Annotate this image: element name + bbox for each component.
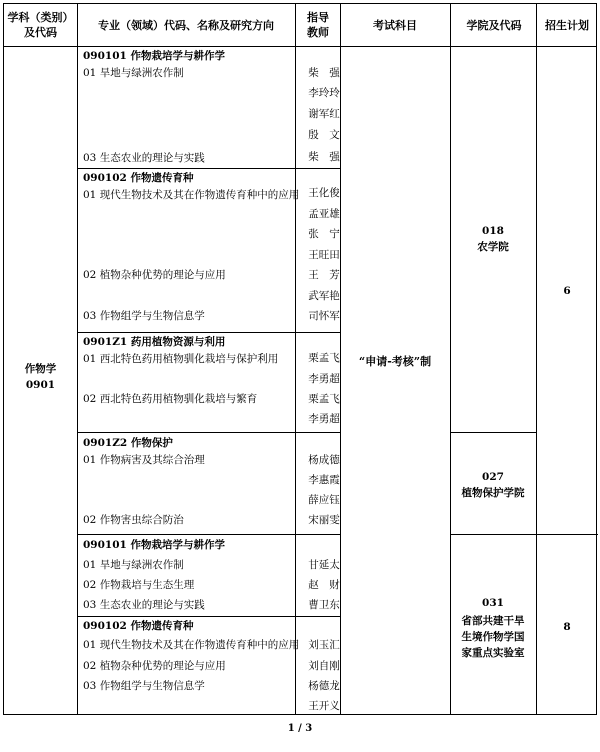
- advisor-name: 李玲玲: [308, 87, 340, 99]
- row-divider: [77, 168, 340, 169]
- advisor-name: 栗孟飞: [308, 393, 340, 405]
- college-name-line: 家重点实验室: [461, 647, 525, 659]
- research-direction: 02 西北特色药用植物驯化栽培与繁育: [83, 393, 258, 405]
- research-direction: 03 作物组学与生物信息学: [83, 680, 205, 692]
- header-divider: [4, 46, 596, 47]
- advisor-name: 柴 强: [308, 67, 340, 79]
- row-divider: [77, 534, 340, 535]
- advisor-name: 孟亚雄: [308, 208, 340, 220]
- advisor-name: 刘玉汇: [308, 639, 340, 651]
- header-quota: 招生计划: [545, 18, 589, 32]
- advisor-name: 谢军红: [308, 108, 340, 120]
- header-major: 专业（领域）代码、名称及研究方向: [98, 18, 274, 32]
- col-divider: [295, 4, 296, 714]
- advisor-name: 殷 文: [308, 129, 340, 141]
- col-divider: [77, 4, 78, 714]
- advisor-name: 赵 财: [308, 579, 340, 591]
- college-name-line: 省部共建干旱: [461, 615, 525, 627]
- col-divider: [536, 4, 537, 714]
- research-direction: 02 作物害虫综合防治: [83, 514, 184, 526]
- advisor-name: 甘延太: [308, 559, 340, 571]
- quota-value: 6: [563, 285, 571, 297]
- advisor-name: 司怀军: [308, 310, 340, 322]
- research-direction: 01 作物病害及其综合治理: [83, 454, 205, 466]
- college-divider: [450, 534, 598, 535]
- exam-method: “申请-考核”制: [358, 355, 432, 368]
- enrollment-table: [3, 3, 597, 715]
- major-title: 0901Z1 药用植物资源与利用: [83, 336, 226, 348]
- header-advisor: 指导教师: [307, 11, 329, 39]
- row-divider: [77, 432, 340, 433]
- major-title: 090101 作物栽培学与耕作学: [83, 539, 225, 551]
- research-direction: 01 现代生物技术及其在作物遗传育种中的应用: [83, 189, 300, 201]
- advisor-name: 李惠霞: [308, 474, 340, 486]
- advisor-name: 杨成德: [308, 454, 340, 466]
- advisor-name: 王 芳: [308, 269, 340, 281]
- major-title: 090102 作物遗传育种: [83, 172, 194, 184]
- college-name-line: 生境作物学国: [461, 631, 525, 643]
- header-college: 学院及代码: [466, 18, 522, 32]
- college-code: 031: [482, 597, 504, 609]
- major-title: 090101 作物栽培学与耕作学: [83, 50, 225, 62]
- row-divider: [77, 616, 340, 617]
- research-direction: 01 旱地与绿洲农作制: [83, 67, 184, 79]
- discipline-code: 0901: [25, 379, 56, 391]
- research-direction: 01 旱地与绿洲农作制: [83, 559, 184, 571]
- research-direction: 02 植物杂种优势的理论与应用: [83, 660, 226, 672]
- research-direction: 03 生态农业的理论与实践: [83, 152, 205, 164]
- row-divider: [77, 332, 340, 333]
- research-direction: 03 生态农业的理论与实践: [83, 599, 205, 611]
- quota-value: 8: [563, 621, 571, 633]
- advisor-name: 王化俊: [308, 187, 340, 199]
- major-title: 090102 作物遗传育种: [83, 620, 194, 632]
- advisor-name: 李勇超: [308, 373, 340, 385]
- advisor-name: 王开义: [308, 700, 340, 712]
- advisor-name: 薛应钰: [308, 494, 340, 506]
- major-title: 0901Z2 作物保护: [83, 437, 173, 449]
- advisor-name: 柴 强: [308, 151, 340, 163]
- advisor-name: 武军艳: [308, 290, 340, 302]
- college-code: 027: [482, 471, 504, 483]
- college-name: 农学院: [477, 241, 509, 253]
- advisor-name: 王旺田: [308, 249, 340, 261]
- advisor-name: 宋丽雯: [308, 514, 340, 526]
- college-divider: [450, 432, 536, 433]
- header-exam: 考试科目: [373, 18, 417, 32]
- discipline-name: 作物学: [24, 363, 57, 375]
- research-direction: 02 作物栽培与生态生理: [83, 579, 195, 591]
- advisor-name: 刘自刚: [308, 660, 340, 672]
- header-discipline: 学科（类别）及代码: [7, 11, 74, 39]
- advisor-name: 杨德龙: [308, 680, 340, 692]
- advisor-name: 李勇超: [308, 413, 340, 425]
- advisor-name: 栗孟飞: [308, 352, 340, 364]
- college-name: 植物保护学院: [461, 487, 525, 499]
- research-direction: 01 西北特色药用植物驯化栽培与保护利用: [83, 353, 279, 365]
- advisor-name: 曹卫东: [308, 599, 340, 611]
- page-number: 1 / 3: [287, 723, 313, 734]
- research-direction: 01 现代生物技术及其在作物遗传育种中的应用: [83, 639, 300, 651]
- advisor-name: 张 宁: [308, 228, 340, 240]
- research-direction: 03 作物组学与生物信息学: [83, 310, 205, 322]
- college-code: 018: [482, 225, 504, 237]
- research-direction: 02 植物杂种优势的理论与应用: [83, 269, 226, 281]
